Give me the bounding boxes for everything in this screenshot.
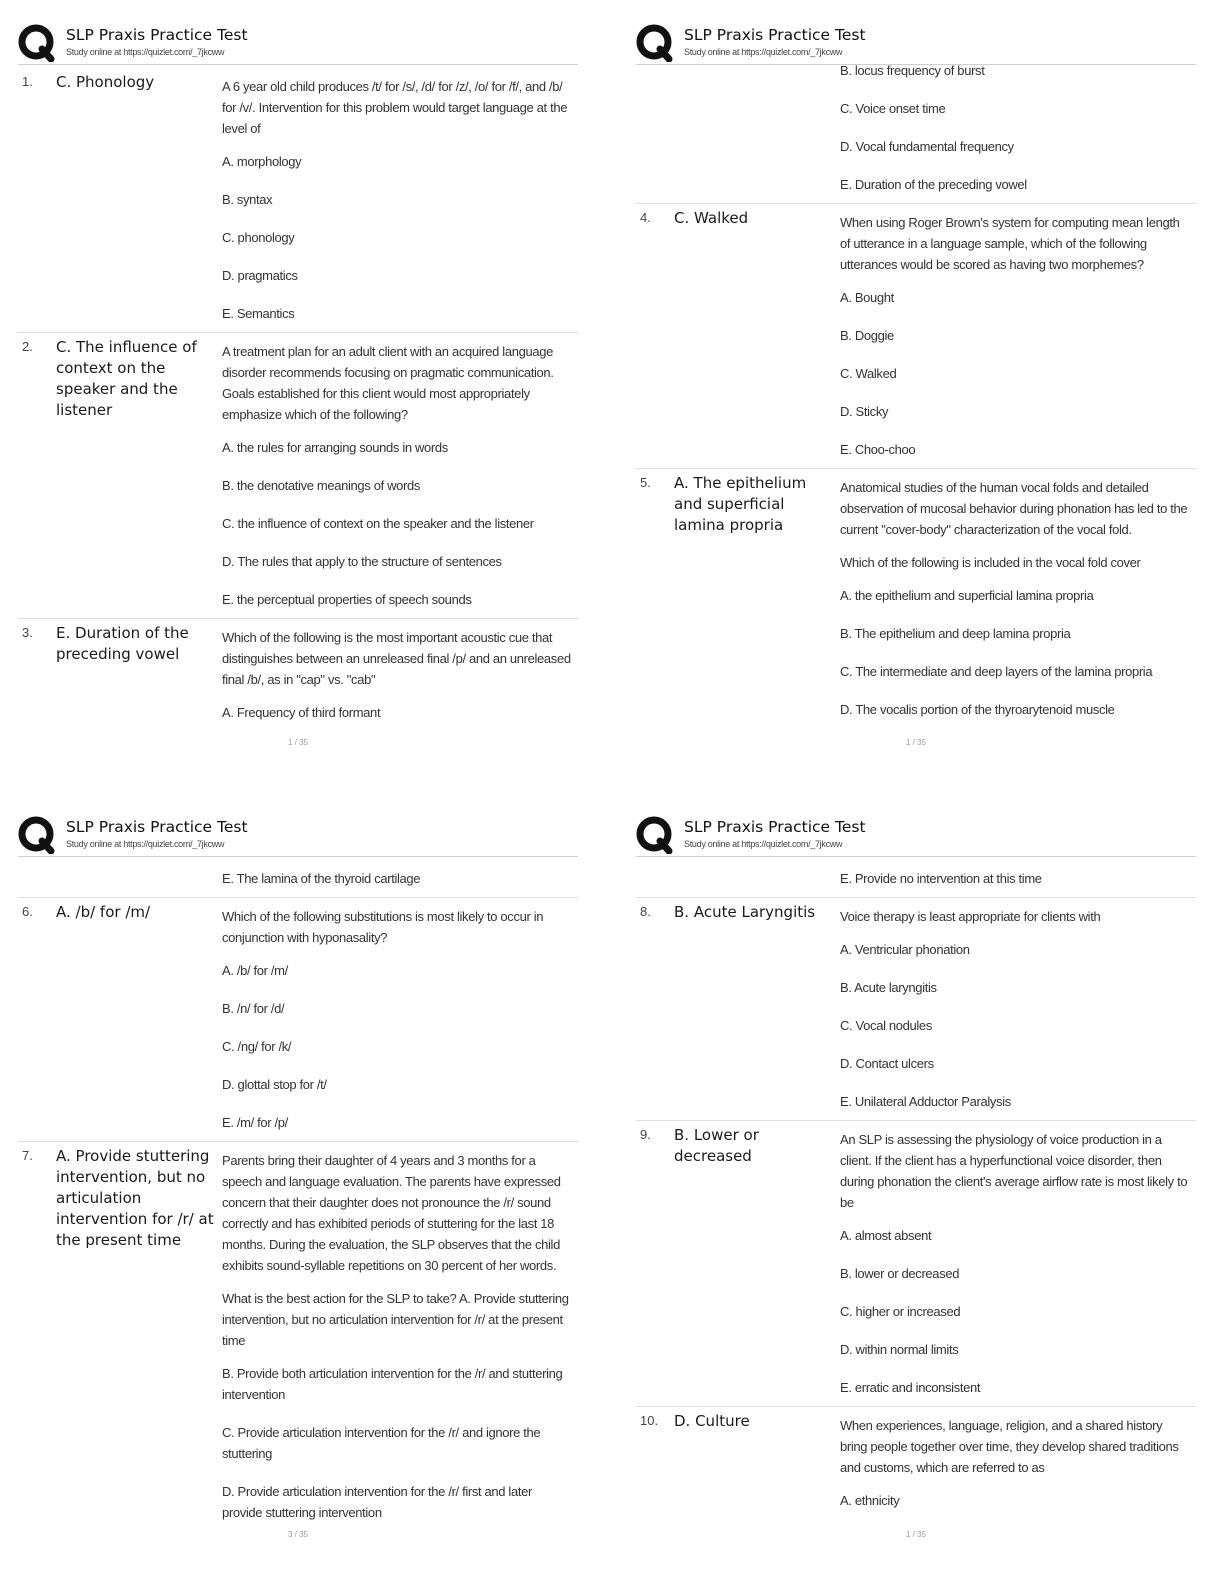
option-text: A. Ventricular phonation	[840, 942, 970, 957]
question-column	[840, 906, 1192, 1112]
continued-options	[636, 852, 1196, 898]
page-3	[18, 812, 578, 1572]
answer-term: C. Phonology	[56, 73, 155, 91]
question-row	[18, 333, 578, 619]
brand-subtitle: Study online at https://quizlet.com/_7jkcww	[684, 839, 843, 849]
option-text: C. Walked	[840, 366, 897, 381]
option-text: B. Provide both articulation intervention for the /r/ and stuttering intervention	[222, 1366, 563, 1402]
question-number: 3.	[22, 625, 33, 640]
question-text: Anatomical studies of the human vocal folds and detailed observation of mucosal behavior during phonation has led to the current "cover-body" characterization of the vocal fold.	[840, 480, 1188, 537]
option-text: D. pragmatics	[222, 268, 298, 283]
option-text: A. morphology	[222, 154, 302, 169]
answer-term: C. Walked	[674, 209, 749, 227]
option-text: C. The intermediate and deep layers of the lamina propria	[840, 664, 1153, 679]
page-4	[636, 812, 1196, 1572]
question-text: Which of the following substitutions is most likely to occur in conjunction with hyponasality?	[222, 909, 544, 945]
answer-term: E. Duration of the preceding vowel	[56, 624, 189, 663]
question-row	[636, 898, 1196, 1121]
option-text: D. Vocal fundamental frequency	[840, 139, 1014, 154]
brand-subtitle: Study online at https://quizlet.com/_7jkcww	[66, 47, 225, 57]
question-text: Which of the following is included in the vocal fold cover	[840, 555, 1141, 570]
option-text: E. Unilateral Adductor Paralysis	[840, 1094, 1011, 1109]
option-text: E. erratic and inconsistent	[840, 1380, 981, 1395]
question-row	[18, 898, 578, 1142]
answer-term: B. Acute Laryngitis	[674, 903, 816, 921]
answer-term: C. The influence of context on the speaker and the listener	[56, 338, 197, 419]
question-number: 1.	[22, 74, 33, 89]
option-text: A. /b/ for /m/	[222, 963, 288, 978]
question-column	[222, 341, 574, 610]
question-number: 6.	[22, 904, 33, 919]
quizlet-logo-icon	[636, 816, 674, 854]
option-text: A. the epithelium and superficial lamina propria	[840, 588, 1094, 603]
page-body	[18, 68, 578, 731]
question-text: An SLP is assessing the physiology of voice production in a client. If the client has a hyperfunctional voice disorder, then during phonation the client's average airflow rate is most likely to be	[840, 1132, 1188, 1210]
brand-title: SLP Praxis Practice Test	[684, 26, 866, 44]
question-row	[636, 469, 1196, 728]
option-text: B. the denotative meanings of words	[222, 478, 421, 493]
question-column	[840, 212, 1192, 460]
question-text: When experiences, language, religion, and a shared history bring people together over time, they develop shared traditions and customs, which are referred to as	[840, 1418, 1179, 1475]
option-text: E. Provide no intervention at this time	[840, 871, 1042, 886]
option-text: B. lower or decreased	[840, 1266, 960, 1281]
option-text: C. the influence of context on the speaker and the listener	[222, 516, 534, 531]
answer-term: A. /b/ for /m/	[56, 903, 151, 921]
question-number: 2.	[22, 339, 33, 354]
option-text: D. glottal stop for /t/	[222, 1077, 327, 1092]
option-text: C. phonology	[222, 230, 295, 245]
question-row	[18, 68, 578, 333]
question-number: 5.	[640, 475, 651, 490]
option-text: D. The rules that apply to the structure of sentences	[222, 554, 502, 569]
brand-subtitle: Study online at https://quizlet.com/_7jkcww	[66, 839, 225, 849]
option-text: E. Duration of the preceding vowel	[840, 177, 1027, 192]
answer-term: A. The epithelium and superficial lamina propria	[674, 474, 807, 534]
question-number: 7.	[22, 1148, 33, 1163]
answer-term: B. Lower or decreased	[674, 1126, 759, 1165]
page-2	[636, 20, 1196, 780]
page-number: 1 / 35	[905, 1530, 926, 1539]
header-divider	[18, 64, 578, 65]
question-column	[222, 627, 574, 723]
quizlet-logo-icon	[636, 24, 674, 62]
page-number: 1 / 35	[287, 738, 308, 747]
question-text: Voice therapy is least appropriate for clients with	[840, 909, 1101, 924]
option-text: B. locus frequency of burst	[840, 63, 985, 78]
option-text: B. syntax	[222, 192, 273, 207]
option-text: B. The epithelium and deep lamina propria	[840, 626, 1071, 641]
option-text: C. higher or increased	[840, 1304, 961, 1319]
option-text: A. ethnicity	[840, 1493, 900, 1508]
question-text: When using Roger Brown's system for computing mean length of utterance in a language sample, which of the following utterances would be scored as having two morphemes?	[840, 215, 1180, 272]
option-text: C. Provide articulation intervention for the /r/ and ignore the stuttering	[222, 1425, 541, 1461]
option-text: E. Choo-choo	[840, 442, 916, 457]
continued-options	[18, 852, 578, 898]
question-column	[222, 76, 574, 324]
option-text: B. Acute laryngitis	[840, 980, 937, 995]
question-text: A treatment plan for an adult client with an acquired language disorder recommends focusing on pragmatic communication. Goals established for this client would most appropriately emphasize which of the following?	[222, 344, 554, 422]
option-text: D. Provide articulation intervention for the /r/ first and later provide stuttering intervention	[222, 1484, 532, 1520]
option-text: E. The lamina of the thyroid cartilage	[222, 871, 421, 886]
question-number: 8.	[640, 904, 651, 919]
question-column	[840, 1129, 1192, 1398]
question-text: Which of the following is the most important acoustic cue that distinguishes between an unreleased final /p/ and an unreleased final /b/, as in "cap" vs. "cab"	[222, 630, 571, 687]
option-text: A. almost absent	[840, 1228, 932, 1243]
question-text: A 6 year old child produces /t/ for /s/, /d/ for /z/, /o/ for /f/, and /b/ for /v/. Intervention for this problem would target language at the level of	[222, 79, 568, 136]
brand-title: SLP Praxis Practice Test	[66, 26, 248, 44]
option-text: A. Frequency of third formant	[222, 705, 381, 720]
option-text: B. Doggie	[840, 328, 894, 343]
question-column	[840, 477, 1192, 720]
question-column	[222, 1150, 574, 1523]
question-column	[222, 906, 574, 1133]
continued-options-column	[840, 868, 1192, 889]
answer-term: A. Provide stuttering intervention, but no articulation intervention for /r/ at the present time	[56, 1147, 214, 1249]
question-row	[18, 1142, 578, 1531]
option-text: E. the perceptual properties of speech sounds	[222, 592, 472, 607]
page-number: 1 / 35	[905, 738, 926, 747]
option-text: A. the rules for arranging sounds in words	[222, 440, 448, 455]
option-text: C. Voice onset time	[840, 101, 946, 116]
continued-options-column	[840, 60, 1192, 195]
question-row	[18, 619, 578, 731]
continued-options-column	[222, 868, 574, 889]
question-row	[636, 1121, 1196, 1407]
page-body	[636, 60, 1196, 728]
question-row	[636, 204, 1196, 469]
brand-title: SLP Praxis Practice Test	[66, 818, 248, 836]
question-text: Parents bring their daughter of 4 years and 3 months for a speech and language evaluation. The parents have expressed concern that their daughter does not pronounce the /r/ sound correctly and has exhibited periods of stuttering for the last 18 months. During the evaluation, the SLP observes that the child exhibits sound-syllable repetitions on 30 percent of her words.	[222, 1153, 561, 1273]
option-text: C. Vocal nodules	[840, 1018, 932, 1033]
page-body	[636, 852, 1196, 1519]
brand-title: SLP Praxis Practice Test	[684, 818, 866, 836]
option-text: B. /n/ for /d/	[222, 1001, 285, 1016]
option-text: E. /m/ for /p/	[222, 1115, 288, 1130]
question-column	[840, 1415, 1192, 1511]
quizlet-logo-icon	[18, 24, 56, 62]
option-text: C. /ng/ for /k/	[222, 1039, 292, 1054]
page-1	[18, 20, 578, 780]
question-text: What is the best action for the SLP to take? A. Provide stuttering intervention, but no articulation intervention for /r/ at the present time	[222, 1291, 569, 1348]
option-text: A. Bought	[840, 290, 894, 305]
option-text: E. Semantics	[222, 306, 295, 321]
question-row	[636, 1407, 1196, 1519]
question-number: 4.	[640, 210, 651, 225]
continued-options	[636, 60, 1196, 204]
brand-subtitle: Study online at https://quizlet.com/_7jkcww	[684, 47, 843, 57]
answer-term: D. Culture	[674, 1412, 750, 1430]
question-number: 9.	[640, 1127, 651, 1142]
option-text: D. within normal limits	[840, 1342, 959, 1357]
question-number: 10.	[640, 1413, 659, 1428]
option-text: D. Sticky	[840, 404, 889, 419]
quizlet-logo-icon	[18, 816, 56, 854]
page-body	[18, 852, 578, 1531]
option-text: D. The vocalis portion of the thyroarytenoid muscle	[840, 702, 1115, 717]
option-text: D. Contact ulcers	[840, 1056, 934, 1071]
page-number: 3 / 35	[287, 1530, 308, 1539]
